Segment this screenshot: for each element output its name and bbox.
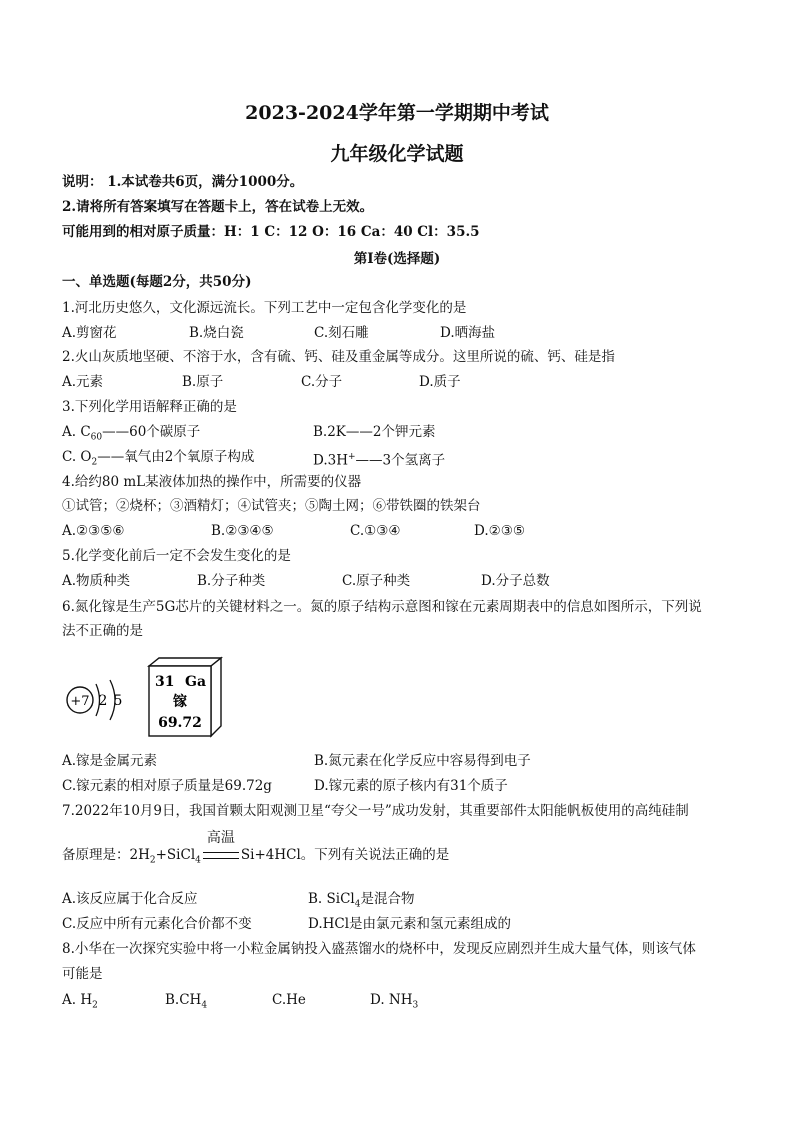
- q6-option-d: D.镓元素的原子核内有31个质子: [314, 778, 508, 794]
- q4-stem: 4.给约80 mL某液体加热的操作中，所需要的仪器: [62, 474, 362, 490]
- q2-option-c: C.分子: [301, 374, 343, 390]
- q4-option-b: B.②③④⑤: [211, 523, 274, 539]
- element-symbol: Ga: [185, 674, 207, 690]
- nitrogen-atom-diagram: [62, 672, 136, 728]
- q5-stem: 5.化学变化前后一定不会发生变化的是: [62, 548, 291, 564]
- q1-option-c: C.刻石雕: [314, 325, 369, 341]
- atomic-mass: 69.72: [158, 715, 202, 731]
- q3-option-d: D.3H+——3个氢离子: [313, 452, 446, 469]
- cell-top-face: [149, 658, 221, 666]
- q4-option-a: A.②③⑤⑥: [62, 523, 125, 539]
- q6-stem-cont: 法不正确的是: [62, 623, 143, 639]
- q8-option-b: $B.CH_4$: [165, 992, 208, 1011]
- q7-option-d: D.HCl是由氯元素和氢元素组成的: [308, 916, 512, 932]
- q2-stem: 2.火山灰质地坚硬、不溶于水，含有硫、钙、硅及重金属等成分。这里所说的硫、钙、硅是指: [62, 349, 615, 365]
- note-3: 可能用到的相对原子质量：H：1 C：12 O：16 Ca：40 Cl：35.5: [62, 224, 480, 240]
- note-1: 说明： 1.本试卷共6页，满分1000分。: [62, 174, 304, 190]
- q7-equation-line: 备原理是：$2H_2+SiCl_4$ 高温 Si+4HCl。下列有关说法正确的是: [62, 830, 450, 866]
- q6-option-b: B.氮元素在化学反应中容易得到电子: [314, 753, 531, 769]
- q5-option-b: B.分子种类: [197, 573, 266, 589]
- q4-instruments: ①试管；②烧杯；③酒精灯；④试管夹；⑤陶土网；⑥带铁圈的铁架台: [62, 498, 481, 514]
- q3-option-c: C. $O_2——$氧气由2个氧原子构成: [62, 449, 255, 468]
- q1-option-b: B.烧白瓷: [189, 325, 244, 341]
- q7-option-b: B. SiCl$_4$是混合物: [308, 891, 415, 910]
- q2-option-d: D.质子: [419, 374, 461, 390]
- gallium-element-cell: [147, 656, 223, 738]
- q8-option-d: D. $NH_3$: [370, 992, 419, 1011]
- q5-option-d: D.分子总数: [481, 573, 550, 589]
- q1-stem: 1.河北历史悠久，文化源远流长。下列工艺中一定包含化学变化的是: [62, 300, 467, 316]
- reaction-arrow: [203, 830, 239, 864]
- atomic-number: 31: [155, 674, 175, 690]
- q3-stem: 3.下列化学用语解释正确的是: [62, 399, 237, 415]
- q4-option-c: C.①③④: [350, 523, 401, 539]
- section-heading: 一、单选题(每题2分，共50分): [62, 274, 252, 290]
- q3-option-b: B.2K——2个钾元素: [313, 424, 436, 440]
- q2-option-a: A.元素: [62, 374, 104, 390]
- q7-stem: 7.2022年10月9日，我国首颗太阳观测卫星“夸父一号”成功发射，其重要部件太阳能帆板使用的高纯硅制: [62, 803, 689, 819]
- q8-option-c: C.He: [272, 992, 306, 1008]
- cell-side-face: [211, 658, 221, 736]
- q2-option-b: B.原子: [182, 374, 224, 390]
- shell-1-electrons: 2: [98, 693, 108, 709]
- exam-title: 2023-2024学年第一学期期中考试: [245, 102, 549, 124]
- q8-option-a: A. $H_2$: [62, 992, 98, 1011]
- reaction-condition: 高温: [206, 830, 235, 846]
- note-2: 2.请将所有答案填写在答题卡上，答在试卷上无效。: [62, 199, 374, 215]
- q3-option-a: A. $C_{60}——60$个碳原子: [62, 424, 201, 443]
- shell-2-electrons: 5: [113, 693, 123, 709]
- exam-subtitle: 九年级化学试题: [330, 143, 464, 165]
- q7-option-a: A.该反应属于化合反应: [62, 891, 198, 907]
- volume-heading: 第Ⅰ卷(选择题): [353, 251, 441, 267]
- q6-option-a: A.镓是金属元素: [62, 753, 158, 769]
- nucleus-charge: +7: [70, 694, 90, 709]
- q4-option-d: D.②③⑤: [474, 523, 525, 539]
- q5-option-c: C.原子种类: [342, 573, 411, 589]
- q8-stem-cont: 可能是: [62, 966, 103, 982]
- element-name: 镓: [173, 694, 187, 710]
- q1-option-d: D.晒海盐: [440, 325, 496, 341]
- q8-stem: 8.小华在一次探究实验中将一小粒金属钠投入盛蒸馏水的烧杯中，发现反应剧烈并生成大量气体，则该气体: [62, 941, 696, 957]
- q5-option-a: A.物质种类: [62, 573, 131, 589]
- q6-stem: 6.氮化镓是生产5G芯片的关键材料之一。氮的原子结构示意图和镓在元素周期表中的信息如图所示，下列说: [62, 599, 702, 615]
- q6-option-c: C.镓元素的相对原子质量是69.72g: [62, 778, 272, 794]
- q1-option-a: A.剪窗花: [62, 325, 117, 341]
- q7-option-c: C.反应中所有元素化合价都不变: [62, 916, 252, 932]
